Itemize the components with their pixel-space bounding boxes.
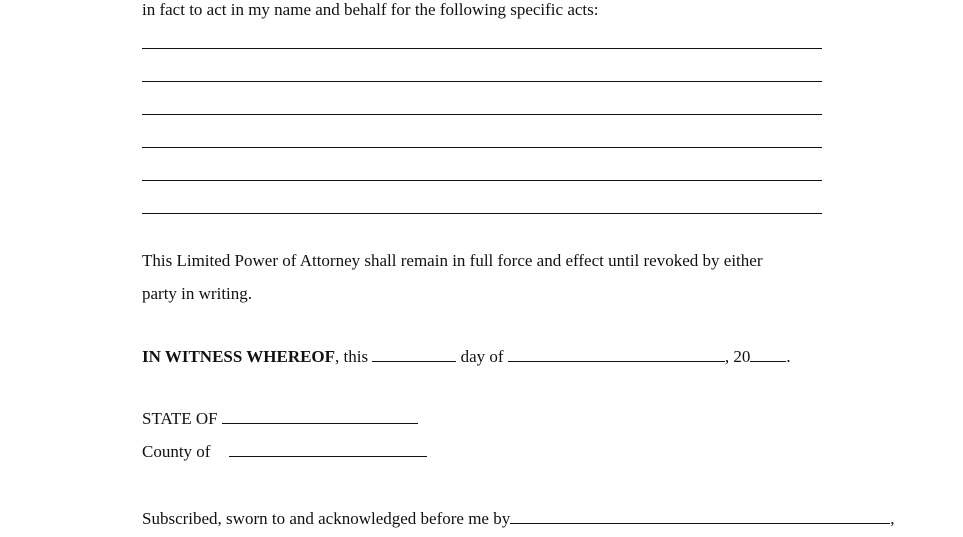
county-line xyxy=(142,442,427,462)
blank-line-3 xyxy=(142,114,822,115)
year-prefix-text: , 20 xyxy=(724,347,751,366)
month-blank xyxy=(508,347,725,362)
revocation-paragraph-line-1: This Limited Power of Attorney shall remain in full force and effect until revoked by either xyxy=(142,251,763,270)
county-label: County of xyxy=(142,442,211,461)
state-blank xyxy=(222,409,418,424)
intro-line: in fact to act in my name and behalf for the following specific acts: xyxy=(142,0,599,19)
subscriber-name-blank xyxy=(510,509,890,524)
blank-line-2 xyxy=(142,81,822,82)
county-blank xyxy=(229,442,427,457)
blank-line-1 xyxy=(142,48,822,49)
witness-line xyxy=(142,347,791,367)
blank-line-4 xyxy=(142,147,822,148)
day-of-text: day of xyxy=(460,347,504,366)
witness-this-text: , this xyxy=(335,347,369,366)
year-blank xyxy=(750,347,786,362)
state-label: STATE OF xyxy=(142,409,218,428)
blank-line-5 xyxy=(142,180,822,181)
revocation-paragraph-line-2: party in writing. xyxy=(142,284,253,303)
blank-line-6 xyxy=(142,213,822,214)
state-line xyxy=(142,409,418,429)
subscribed-end-comma: , xyxy=(890,509,895,528)
witness-end-text: . xyxy=(786,347,791,366)
day-blank xyxy=(372,347,456,362)
witness-heading: IN WITNESS WHEREOF xyxy=(142,347,336,366)
subscribed-label: Subscribed, sworn to and acknowledged before me by xyxy=(142,509,511,528)
subscribed-line xyxy=(142,509,894,529)
